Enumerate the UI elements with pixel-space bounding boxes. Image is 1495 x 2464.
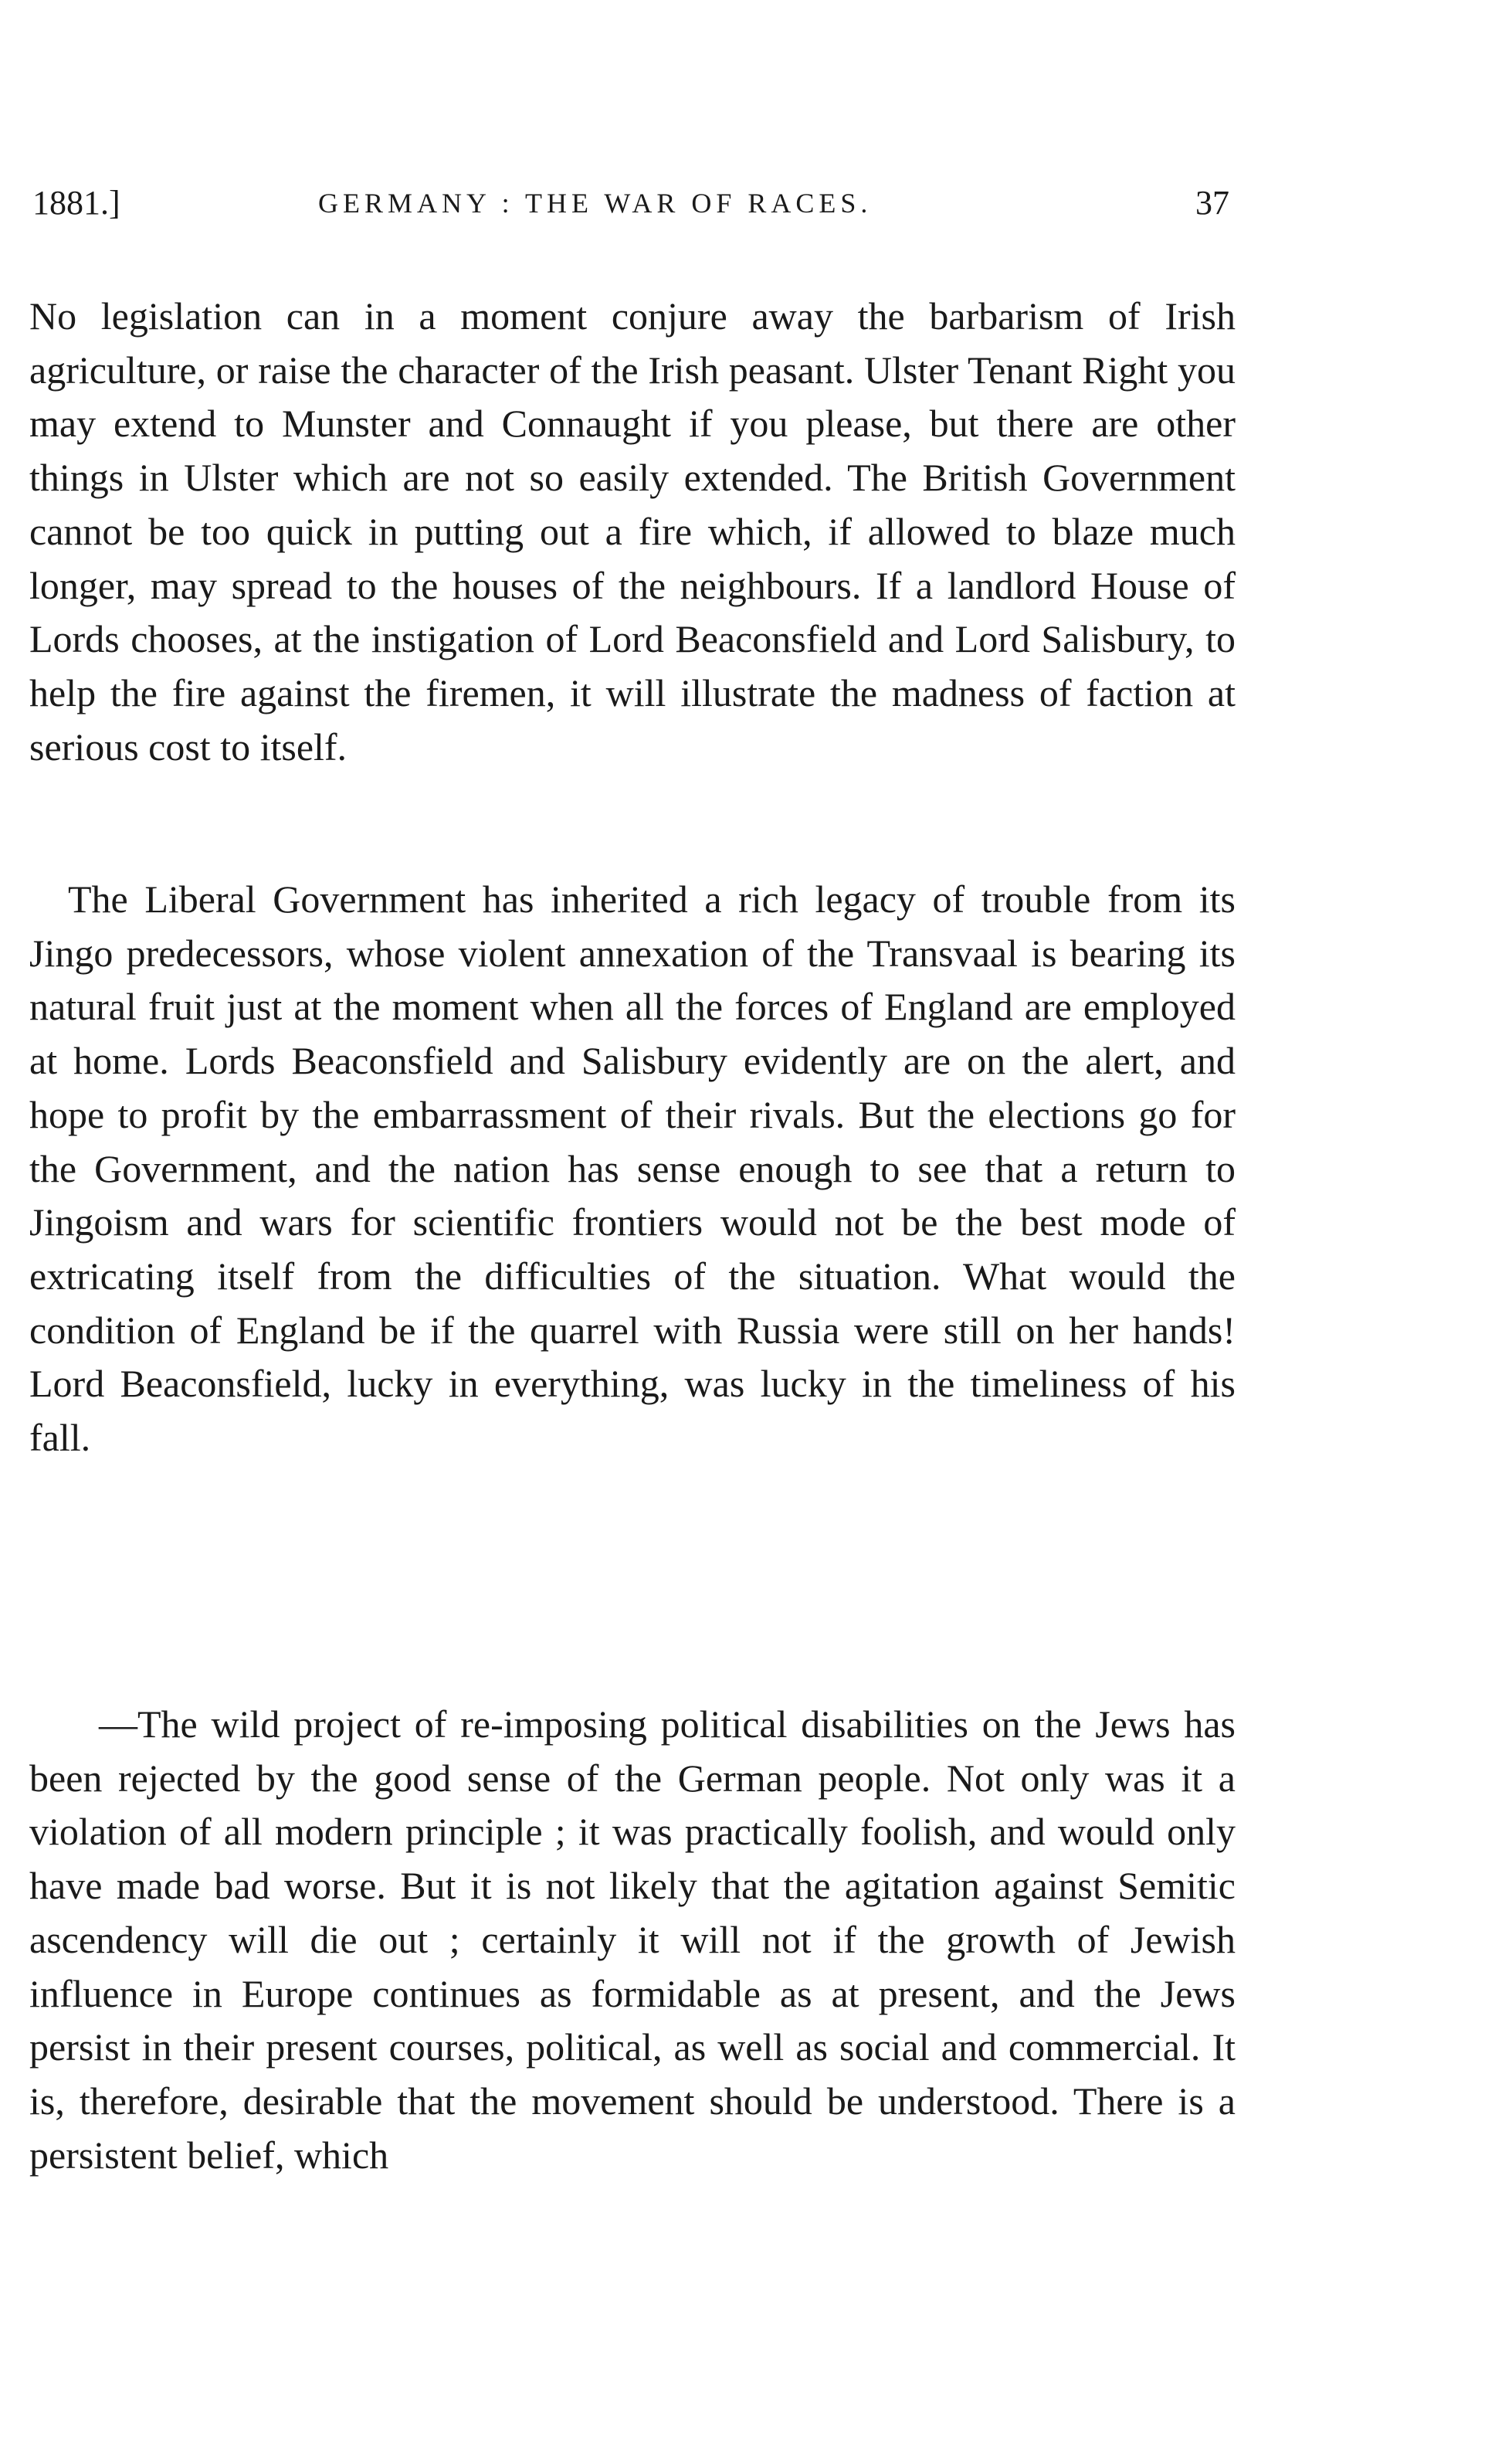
header-title: GERMANY : THE WAR OF RACES. — [318, 188, 873, 219]
header-year: 1881.] — [32, 184, 120, 222]
paragraph-3: —The wild project of re-imposing political disabilities on the Jews has been rejected by the good sense of the German people. Not only was it a violation of all modern principle ; it was practically foolish, and would only have made bad worse. But it is not likely that the agitation against Semitic ascendency will die out ; certainly it will not if the growth of Jewish influence in Europe continues as formidable as at present, and the Jews persist in their present courses, political, as well as social and commercial. It is, therefore, desirable that the movement should be understood. There is a persistent belief, which — [29, 1702, 1236, 2177]
paragraph-2: The Liberal Government has inherited a rich legacy of trouble from its Jingo predecessors, whose violent annexation of the Transvaal is bearing its natural fruit just at the moment when all the forces of England are employed at home. Lords Beaconsfield and Salisbury evidently are on the alert, and hope to profit by the embarrassment of their rivals. But the elections go for the Government, and the nation has sense enough to see that a return to Jingoism and wars for scientific frontiers would not be the best mode of extricating itself from the difficulties of the situation. What would the condition of England be if the quarrel with Russia were still on her hands! Lord Beaconsfield, lucky in everything, was lucky in the timeliness of his fall. — [29, 877, 1236, 1460]
running-head — [32, 176, 1229, 230]
page-number: 37 — [1195, 184, 1229, 222]
paragraph-1: No legislation can in a moment conjure away the barbarism of Irish agriculture, or raise the character of the Irish peasant. Ulster Tenant Right you may extend to Munster and Connaught if you please, but there are other things in Ulster which are not so easily extended. The British Government cannot be too quick in putting out a fire which, if allowed to blaze much longer, may spread to the houses of the neighbours. If a landlord House of Lords chooses, at the instigation of Lord Beaconsfield and Lord Salisbury, to help the fire against the firemen, it will illustrate the madness of faction at serious cost to itself. — [29, 294, 1236, 769]
